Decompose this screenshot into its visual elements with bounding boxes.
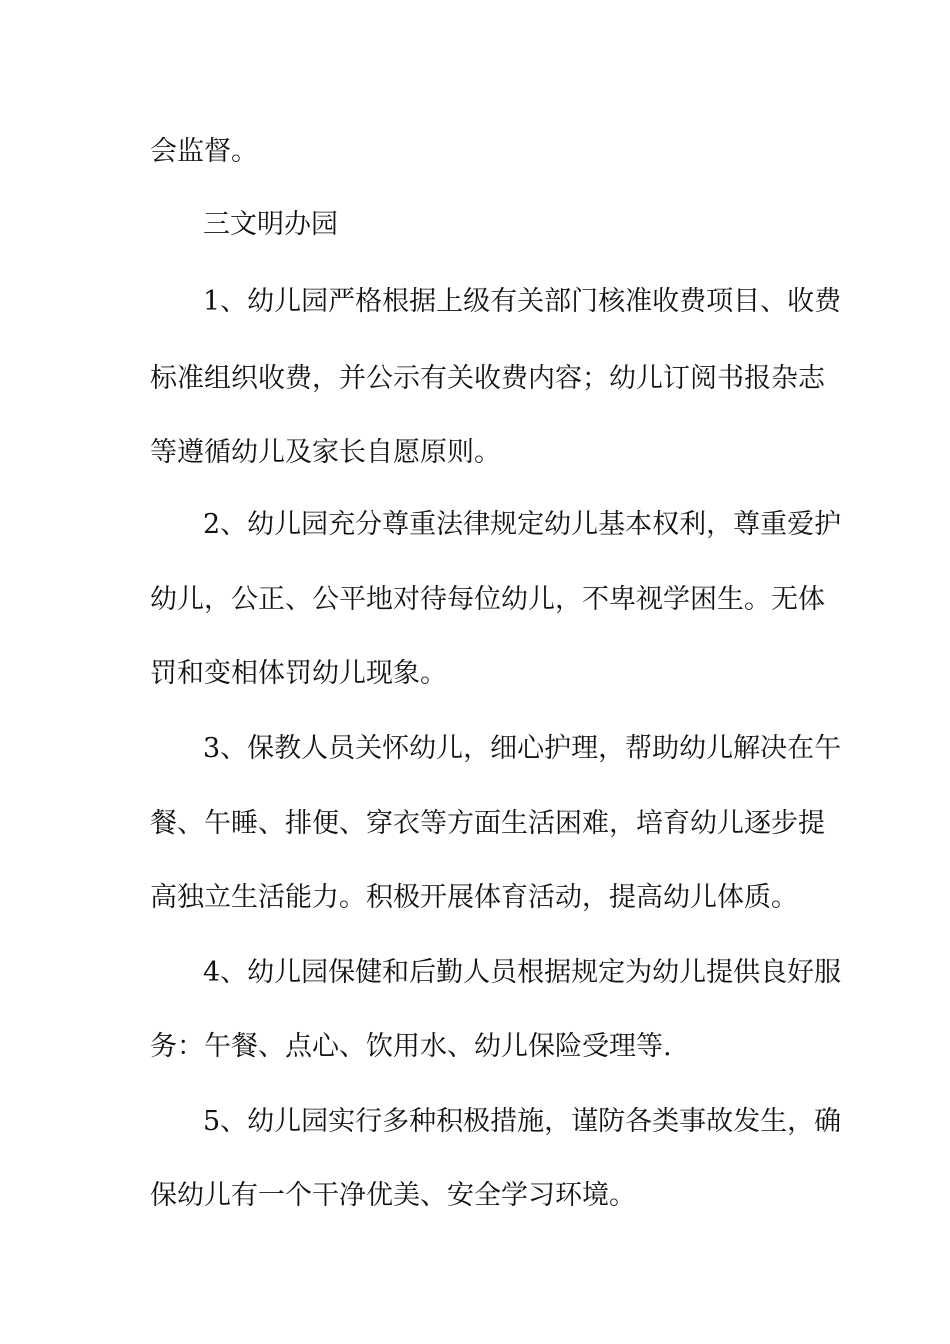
item-4-line-1: 4、幼儿园保健和后勤人员根据规定为幼儿提供良好服 xyxy=(203,957,842,988)
item-4-line-2: 务：午餐、点心、饮用水、幼儿保险受理等. xyxy=(150,1031,672,1062)
item-5-line-1: 5、幼儿园实行多种积极措施，谨防各类事故发生，确 xyxy=(203,1106,842,1137)
section-heading: 三文明办园 xyxy=(203,209,338,240)
item-2-line-2: 幼儿，公正、公平地对待每位幼儿，不卑视学困生。无体 xyxy=(150,584,825,615)
item-2-line-3: 罚和变相体罚幼儿现象。 xyxy=(150,658,447,689)
text-line-continuation: 会监督。 xyxy=(150,136,258,167)
item-3-line-1: 3、保教人员关怀幼儿，细心护理，帮助幼儿解决在午 xyxy=(203,733,842,764)
item-1-line-3: 等遵循幼儿及家长自愿原则。 xyxy=(150,437,501,468)
item-1-line-1: 1、幼儿园严格根据上级有关部门核准收费项目、收费 xyxy=(203,286,842,317)
item-3-line-3: 高独立生活能力。积极开展体育活动，提高幼儿体质。 xyxy=(150,882,798,913)
item-3-line-2: 餐、午睡、排便、穿衣等方面生活困难，培育幼儿逐步提 xyxy=(150,808,825,839)
item-2-line-1: 2、幼儿园充分尊重法律规定幼儿基本权利，尊重爱护 xyxy=(203,509,842,540)
item-5-line-2: 保幼儿有一个干净优美、安全学习环境。 xyxy=(150,1180,636,1211)
item-1-line-2: 标准组织收费，并公示有关收费内容；幼儿订阅书报杂志 xyxy=(150,363,825,394)
